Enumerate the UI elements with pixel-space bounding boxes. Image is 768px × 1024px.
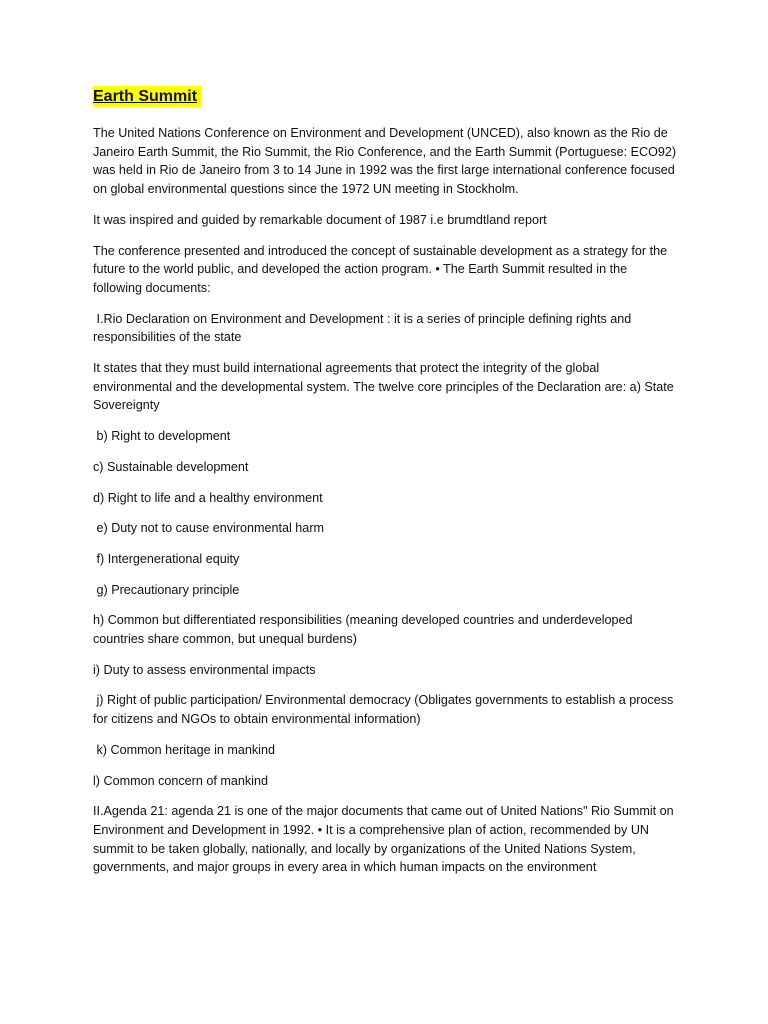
principle-j: j) Right of public participation/ Environmental democracy (Obligates governments to establish a process for citizens and NGOs to obtain environmental information)	[93, 693, 677, 727]
principle-g: g) Precautionary principle	[93, 582, 240, 597]
paragraph-agenda-21: II.Agenda 21: agenda 21 is one of the major documents that came out of United Nations" Rio Summit on Environment and Development in 1992. • It is a comprehensive plan of action, recommended by UN summit to be taken globally, nationally, and locally by organizations of the United Nations System, governments, and major groups in every area in which human impacts on the environment	[93, 804, 674, 875]
paragraph-conference: The conference presented and introduced the concept of sustainable development as a strategy for the future to the world public, and developed the action program. • The Earth Summit resulted in the following documents:	[93, 243, 668, 295]
principle-l: l) Common concern of mankind	[93, 773, 268, 788]
principle-b: b) Right to development	[93, 429, 231, 444]
principle-d: d) Right to life and a healthy environment	[93, 490, 323, 505]
document-title: Earth Summit	[93, 86, 202, 107]
paragraph-rio-declaration: I.Rio Declaration on Environment and Development : it is a series of principle defining rights and responsibilities of the state	[93, 311, 635, 345]
document-page	[93, 86, 678, 889]
principle-i: i) Duty to assess environmental impacts	[93, 662, 316, 677]
paragraph-intro: The United Nations Conference on Environment and Development (UNCED), also known as the Rio de Janeiro Earth Summit, the Rio Summit, the Rio Conference, and the Earth Summit (Portuguese: ECO92) was held in Rio de Janeiro from 3 to 14 June in 1992 was the first large international conference focused on global environmental questions since the 1972 UN meeting in Stockholm.	[93, 126, 677, 197]
principle-k: k) Common heritage in mankind	[93, 742, 275, 757]
document-body	[93, 124, 678, 877]
paragraph-principles: It states that they must build international agreements that protect the integrity of the global environmental and the developmental system. The twelve core principles of the Declaration are: a) State Sovereignty	[93, 361, 674, 413]
paragraph-inspiration: It was inspired and guided by remarkable document of 1987 i.e brumdtland report	[93, 212, 547, 227]
principle-f: f) Intergenerational equity	[93, 551, 240, 566]
principle-h: h) Common but differentiated responsibilities (meaning developed countries and underdeveloped countries share common, but unequal burdens)	[93, 613, 633, 647]
principle-e: e) Duty not to cause environmental harm	[93, 521, 324, 536]
principle-c: c) Sustainable development	[93, 459, 249, 474]
